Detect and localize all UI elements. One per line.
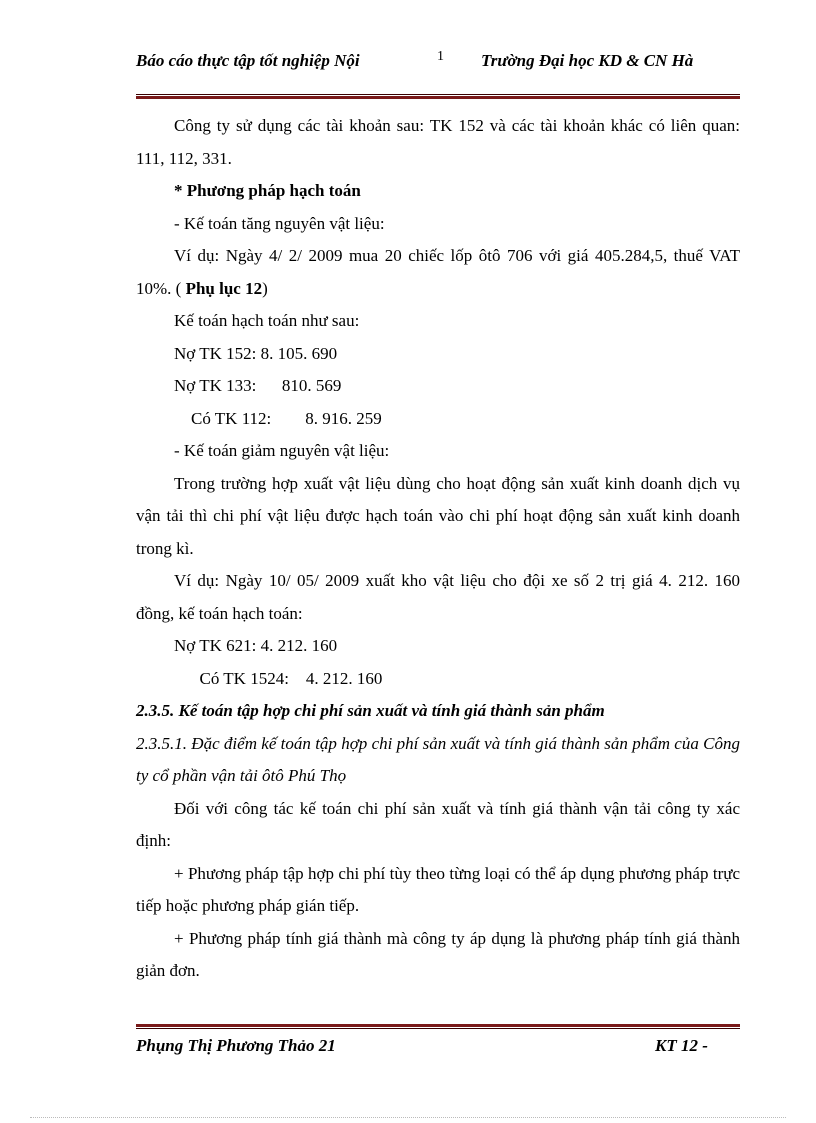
section-heading-accounting-method: * Phương pháp hạch toán <box>174 181 361 200</box>
section-heading-2-3-5-1: 2.3.5.1. Đặc điểm kế toán tập hợp chi phí sản xuất và tính giá thành sản phẩm của Công ty cổ phần vận tải ôtô Phú Thọ <box>136 733 740 785</box>
example-purchase-close: ) <box>262 278 268 298</box>
footer-rule-thick <box>136 1024 740 1027</box>
paragraph-cost-accounting: Đối với công tác kế toán chi phí sản xuất và tính giá thành vận tải công ty xác định: <box>136 798 740 850</box>
header-title-left: Báo cáo thực tập tốt nghiệp Nội <box>136 51 360 70</box>
paragraph-increase-materials: - Kế toán tăng nguyên vật liệu: <box>174 213 385 233</box>
paragraph-decrease-materials: - Kế toán giảm nguyên vật liệu: <box>174 441 390 460</box>
section-heading-2-3-5: 2.3.5. Kế toán tập hợp chi phí sản xuất và tính giá thành sản phẩm <box>136 701 605 720</box>
paragraph-costing-method: + Phương pháp tính giá thành mà công ty áp dụng là phương pháp tính giá thành giản đơn. <box>136 928 740 980</box>
footer-rule <box>136 1024 740 1029</box>
paragraph-recording-intro: Kế toán hạch toán như sau: <box>174 311 360 330</box>
header-rule-thin <box>136 94 740 95</box>
journal-entry-credit-1524: Có TK 1524: 4. 212. 160 <box>174 668 383 688</box>
footer-rule-thin <box>136 1028 740 1029</box>
paragraph-accounts-used: Công ty sử dụng các tài khoản sau: TK 152 và các tài khoản khác có liên quan: 111, 112, 331. <box>136 116 740 168</box>
paragraph-example-purchase <box>136 240 740 305</box>
example-purchase-text: Ví dụ: Ngày 4/ 2/ 2009 mua 20 chiếc lốp ôtô 706 với giá 405.284,5, thuế VAT 10%. ( <box>136 246 740 298</box>
journal-entry-debit-621: Nợ TK 621: 4. 212. 160 <box>174 636 338 655</box>
page-number: 1 <box>437 49 444 64</box>
footer-author: Phụng Thị Phương Thảo 21 <box>136 1036 336 1055</box>
page-bottom-divider <box>30 1117 786 1118</box>
journal-entry-debit-133: Nợ TK 133: 810. 569 <box>174 376 342 395</box>
paragraph-issue-materials: Trong trường hợp xuất vật liệu dùng cho hoạt động sản xuất kinh doanh dịch vụ vận tải thì chi phí vật liệu được hạch toán vào chi phí hoạt động sản xuất kinh doanh trong kì. <box>136 473 740 558</box>
document-body <box>136 110 740 988</box>
journal-entry-credit-112: Có TK 112: 8. 916. 259 <box>174 408 382 428</box>
paragraph-example-issue: Ví dụ: Ngày 10/ 05/ 2009 xuất kho vật liệu cho đội xe số 2 trị giá 4. 212. 160 đồng, kế toán hạch toán: <box>136 571 740 623</box>
paragraph-cost-collection-method: + Phương pháp tập hợp chi phí tùy theo từng loại có thể áp dụng phương pháp trực tiếp hoặc phương pháp gián tiếp. <box>136 863 740 915</box>
header-title-right: Trường Đại học KD & CN Hà <box>481 51 694 70</box>
header-rule <box>136 94 740 99</box>
header-rule-thick <box>136 96 740 99</box>
footer-class-code: KT 12 - <box>655 1036 708 1055</box>
appendix-reference: Phụ lục 12 <box>185 278 263 298</box>
journal-entry-debit-152: Nợ TK 152: 8. 105. 690 <box>174 343 338 363</box>
